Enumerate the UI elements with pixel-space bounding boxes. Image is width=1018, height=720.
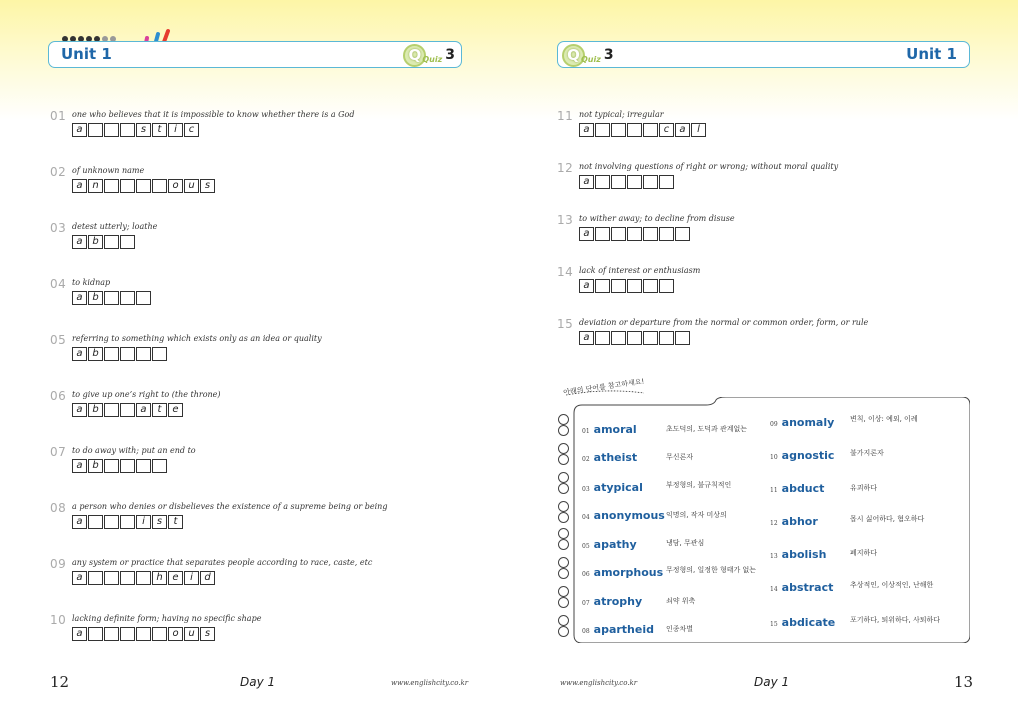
reference-word-meaning: 쇠약 위축	[666, 597, 696, 605]
quiz-q-icon: Q	[403, 44, 426, 67]
reference-word-number: 15	[770, 621, 778, 628]
letter-box[interactable]: a	[675, 123, 690, 137]
letter-box[interactable]	[659, 175, 674, 189]
letter-boxes	[72, 347, 167, 361]
question-number: 07	[50, 445, 67, 459]
letter-box[interactable]	[595, 175, 610, 189]
quiz-number: 3	[445, 47, 455, 63]
binder-ring	[558, 414, 569, 425]
reference-word-text: anomaly	[781, 416, 835, 429]
letter-box[interactable]	[120, 235, 135, 249]
letter-box[interactable]	[136, 571, 151, 585]
reference-word-number: 12	[770, 520, 778, 527]
quiz-badge	[562, 43, 614, 67]
letter-box[interactable]: d	[200, 571, 215, 585]
reference-word-number: 03	[582, 486, 590, 493]
unit-header-bar	[48, 41, 462, 68]
question-number: 08	[50, 501, 67, 515]
letter-boxes	[72, 459, 167, 473]
binder-ring	[558, 443, 569, 454]
letter-box[interactable]	[611, 227, 626, 241]
reference-word-meaning: 무신론자	[666, 453, 694, 461]
letter-box[interactable]: a	[72, 403, 87, 417]
letter-box[interactable]	[659, 227, 674, 241]
question-definition: a person who denies or disbelieves the existence of a supreme being or being	[72, 502, 388, 511]
reference-word-number: 04	[582, 514, 590, 521]
reference-word	[582, 481, 643, 494]
letter-box[interactable]	[120, 347, 135, 361]
reference-word	[582, 595, 642, 608]
letter-box[interactable]: a	[579, 279, 594, 293]
letter-box[interactable]: a	[72, 235, 87, 249]
reference-word-text: abolish	[781, 548, 827, 561]
reference-word-text: abdicate	[781, 616, 836, 629]
letter-box[interactable]: s	[200, 627, 215, 641]
letter-box[interactable]: a	[72, 515, 87, 529]
reference-word-number: 06	[582, 571, 590, 578]
letter-boxes	[72, 291, 151, 305]
reference-word-text: apartheid	[593, 623, 654, 636]
reference-word-meaning: 불가지론자	[850, 449, 884, 457]
letter-box[interactable]: a	[72, 459, 87, 473]
letter-box[interactable]: a	[72, 571, 87, 585]
question-number: 15	[557, 317, 574, 331]
question-number: 10	[50, 613, 67, 627]
letter-box[interactable]	[675, 331, 690, 345]
letter-box[interactable]: a	[72, 347, 87, 361]
letter-box[interactable]	[120, 291, 135, 305]
letter-box[interactable]	[627, 227, 642, 241]
letter-box[interactable]: h	[152, 571, 167, 585]
reference-word	[582, 451, 637, 464]
reference-word-text: atypical	[593, 481, 643, 494]
binder-ring	[558, 557, 569, 568]
letter-boxes	[72, 515, 183, 529]
letter-box[interactable]: s	[136, 123, 151, 137]
reference-word-text: agnostic	[781, 449, 835, 462]
letter-box[interactable]: b	[88, 291, 103, 305]
reference-word-text: abduct	[781, 482, 825, 495]
page-number: 12	[50, 673, 70, 691]
letter-boxes	[579, 123, 706, 137]
letter-box[interactable]: i	[184, 571, 199, 585]
reference-word-number: 10	[770, 454, 778, 461]
reference-word-meaning: 유괴하다	[850, 484, 878, 492]
reference-word-meaning: 초도덕의, 도덕과 관계없는	[666, 425, 748, 433]
letter-box[interactable]	[152, 627, 167, 641]
letter-box[interactable]	[136, 347, 151, 361]
site-url: www.englishcity.co.kr	[560, 679, 638, 687]
letter-box[interactable]: b	[88, 403, 103, 417]
letter-box[interactable]	[643, 227, 658, 241]
letter-box[interactable]	[643, 123, 658, 137]
reference-word	[770, 515, 818, 528]
letter-box[interactable]: a	[72, 123, 87, 137]
binder-ring	[558, 483, 569, 494]
letter-box[interactable]	[611, 279, 626, 293]
question-number: 02	[50, 165, 67, 179]
letter-box[interactable]	[120, 179, 135, 193]
reference-word-meaning: 변칙, 이상: 예외, 이례	[850, 415, 918, 423]
reference-word-number: 14	[770, 586, 778, 593]
reference-word	[770, 548, 826, 561]
letter-boxes	[72, 571, 215, 585]
letter-boxes	[72, 627, 215, 641]
day-label: Day 1	[240, 675, 276, 689]
reference-word	[770, 581, 833, 594]
letter-boxes	[579, 227, 690, 241]
letter-box[interactable]: l	[691, 123, 706, 137]
question-definition: referring to something which exists only as an idea or quality	[72, 334, 322, 343]
reference-word-panel	[566, 397, 970, 643]
letter-box[interactable]	[120, 459, 135, 473]
letter-box[interactable]: b	[88, 235, 103, 249]
letter-box[interactable]	[595, 331, 610, 345]
letter-box[interactable]	[104, 515, 119, 529]
question-definition: one who believes that it is impossible to know whether there is a God	[72, 110, 355, 119]
letter-box[interactable]: s	[200, 179, 215, 193]
question-number: 13	[557, 213, 574, 227]
letter-box[interactable]: o	[168, 627, 183, 641]
reference-word-text: atheist	[593, 451, 638, 464]
binder-ring	[558, 586, 569, 597]
reference-word	[770, 482, 824, 495]
letter-box[interactable]	[88, 515, 103, 529]
letter-box[interactable]	[659, 279, 674, 293]
letter-box[interactable]	[104, 291, 119, 305]
letter-boxes	[72, 123, 199, 137]
reference-word-meaning: 폐지하다	[850, 549, 878, 557]
letter-box[interactable]: e	[168, 403, 183, 417]
reference-word-number: 13	[770, 553, 778, 560]
letter-box[interactable]	[136, 627, 151, 641]
reference-word-meaning: 무정형의, 일정한 형태가 없는	[666, 566, 757, 574]
letter-boxes	[579, 279, 674, 293]
question-number: 03	[50, 221, 67, 235]
letter-box[interactable]: t	[168, 515, 183, 529]
letter-box[interactable]: i	[136, 515, 151, 529]
letter-box[interactable]	[104, 403, 119, 417]
letter-box[interactable]	[88, 123, 103, 137]
letter-box[interactable]: a	[579, 175, 594, 189]
question-number: 05	[50, 333, 67, 347]
binder-ring	[558, 568, 569, 579]
reference-word-number: 08	[582, 628, 590, 635]
letter-box[interactable]	[104, 235, 119, 249]
page-number: 13	[954, 673, 974, 691]
reference-word-text: amorphous	[593, 566, 664, 579]
letter-box[interactable]: u	[184, 627, 199, 641]
letter-box[interactable]: u	[184, 179, 199, 193]
question-definition: to kidnap	[72, 278, 111, 287]
letter-box[interactable]	[104, 459, 119, 473]
letter-box[interactable]	[611, 331, 626, 345]
question-definition: to give up one’s right to (the throne)	[72, 390, 221, 399]
site-url: www.englishcity.co.kr	[391, 679, 469, 687]
question-definition: lack of interest or enthusiasm	[579, 266, 701, 275]
question-number: 04	[50, 277, 67, 291]
binder-ring	[558, 501, 569, 512]
letter-box[interactable]	[104, 347, 119, 361]
letter-box[interactable]: c	[184, 123, 199, 137]
reference-word-text: abstract	[781, 581, 834, 594]
reference-word-meaning: 몹시 싫어하다, 혐오하다	[850, 515, 925, 523]
question-definition: lacking definite form; having no specific shape	[72, 614, 262, 623]
letter-box[interactable]: e	[168, 571, 183, 585]
reference-word	[582, 566, 663, 579]
letter-box[interactable]	[120, 571, 135, 585]
binder-ring	[558, 512, 569, 523]
binder-ring	[558, 597, 569, 608]
letter-boxes	[579, 175, 674, 189]
letter-box[interactable]	[611, 175, 626, 189]
letter-box[interactable]	[104, 179, 119, 193]
reference-word	[582, 538, 637, 551]
letter-box[interactable]	[120, 403, 135, 417]
letter-box[interactable]: t	[152, 403, 167, 417]
question-definition: detest utterly; loathe	[72, 222, 158, 231]
quiz-word: Quiz	[422, 54, 443, 64]
binder-ring	[558, 615, 569, 626]
letter-box[interactable]: s	[152, 515, 167, 529]
letter-box[interactable]	[152, 459, 167, 473]
letter-box[interactable]	[611, 123, 626, 137]
reference-word-meaning: 인종차별	[666, 625, 694, 633]
letter-box[interactable]	[595, 227, 610, 241]
reference-word	[582, 423, 637, 436]
quiz-word: Quiz	[581, 54, 601, 64]
reference-word-text: atrophy	[593, 595, 643, 608]
letter-box[interactable]	[104, 571, 119, 585]
question-number: 01	[50, 109, 67, 123]
letter-box[interactable]: a	[579, 123, 594, 137]
letter-box[interactable]	[152, 347, 167, 361]
letter-boxes	[72, 179, 215, 193]
reference-word-number: 11	[770, 487, 778, 494]
question-number: 06	[50, 389, 67, 403]
letter-box[interactable]: a	[72, 179, 87, 193]
reference-word-number: 05	[582, 543, 590, 550]
letter-box[interactable]	[627, 175, 642, 189]
reference-word	[770, 616, 835, 629]
letter-box[interactable]: a	[72, 627, 87, 641]
letter-box[interactable]	[120, 627, 135, 641]
reference-word	[770, 416, 834, 429]
question-definition: of unknown name	[72, 166, 145, 175]
letter-box[interactable]	[627, 279, 642, 293]
reference-word-number: 07	[582, 600, 590, 607]
reference-word-number: 02	[582, 456, 590, 463]
reference-word-meaning: 추상적인, 이상적인, 난해한	[850, 581, 934, 589]
letter-boxes	[72, 235, 135, 249]
reference-caption: 아래의 단어를 참고하세요!	[562, 377, 645, 397]
letter-box[interactable]	[675, 227, 690, 241]
letter-box[interactable]	[136, 459, 151, 473]
caption-underline	[566, 386, 646, 396]
letter-box[interactable]: a	[72, 291, 87, 305]
letter-box[interactable]	[120, 123, 135, 137]
reference-word-text: apathy	[593, 538, 637, 551]
reference-word-number: 09	[770, 421, 778, 428]
question-number: 14	[557, 265, 574, 279]
letter-box[interactable]	[136, 291, 151, 305]
binder-ring	[558, 425, 569, 436]
reference-word-text: amoral	[593, 423, 637, 436]
letter-box[interactable]	[643, 175, 658, 189]
letter-box[interactable]: c	[659, 123, 674, 137]
question-number: 12	[557, 161, 574, 175]
unit-title: Unit 1	[906, 45, 957, 63]
letter-box[interactable]	[595, 123, 610, 137]
letter-box[interactable]: t	[152, 123, 167, 137]
question-definition: to do away with; put an end to	[72, 446, 196, 455]
letter-box[interactable]	[627, 331, 642, 345]
letter-box[interactable]: n	[88, 179, 103, 193]
letter-box[interactable]	[595, 279, 610, 293]
quiz-badge	[403, 43, 455, 67]
reference-word-text: anonymous	[593, 509, 665, 522]
binder-ring	[558, 626, 569, 637]
question-definition: to wither away; to decline from disuse	[579, 214, 735, 223]
reference-word-text: abhor	[781, 515, 818, 528]
reference-word-meaning: 익명의, 작자 미상의	[666, 511, 727, 519]
letter-box[interactable]	[120, 515, 135, 529]
binder-ring	[558, 539, 569, 550]
question-number: 11	[557, 109, 574, 123]
reference-word-meaning: 냉담, 무관심	[666, 539, 705, 547]
reference-word	[770, 449, 834, 462]
letter-box[interactable]	[104, 123, 119, 137]
letter-box[interactable]	[643, 331, 658, 345]
letter-box[interactable]	[643, 279, 658, 293]
question-number: 09	[50, 557, 67, 571]
letter-box[interactable]: a	[136, 403, 151, 417]
letter-box[interactable]	[88, 627, 103, 641]
letter-box[interactable]	[136, 179, 151, 193]
reference-word	[582, 623, 654, 636]
unit-title: Unit 1	[61, 45, 112, 63]
question-definition: not typical; irregular	[579, 110, 664, 119]
question-definition: not involving questions of right or wrong; without moral quality	[579, 162, 839, 171]
binder-ring	[558, 528, 569, 539]
question-definition: deviation or departure from the normal or common order, form, or rule	[579, 318, 869, 327]
letter-box[interactable]	[627, 123, 642, 137]
day-label: Day 1	[754, 675, 790, 689]
binder-ring	[558, 472, 569, 483]
letter-box[interactable]	[104, 627, 119, 641]
letter-boxes	[579, 331, 690, 345]
letter-box[interactable]: i	[168, 123, 183, 137]
letter-box[interactable]	[88, 571, 103, 585]
letter-box[interactable]	[659, 331, 674, 345]
reference-word-meaning: 포기하다, 퇴위하다, 사퇴하다	[850, 616, 941, 624]
question-definition: any system or practice that separates people according to race, caste, etc	[72, 558, 373, 567]
reference-word-meaning: 부정형의, 불규칙적인	[666, 481, 732, 489]
binder-ring	[558, 454, 569, 465]
reference-word	[582, 509, 665, 522]
letter-box[interactable]: b	[88, 347, 103, 361]
letter-box[interactable]: a	[579, 227, 594, 241]
quiz-number: 3	[603, 47, 614, 63]
quiz-q-icon: Q	[562, 44, 585, 67]
reference-word-number: 01	[582, 428, 590, 435]
unit-header-bar	[557, 41, 970, 68]
letter-box[interactable]: a	[579, 331, 594, 345]
letter-box[interactable]	[152, 179, 167, 193]
letter-boxes	[72, 403, 183, 417]
letter-box[interactable]: o	[168, 179, 183, 193]
letter-box[interactable]: b	[88, 459, 103, 473]
